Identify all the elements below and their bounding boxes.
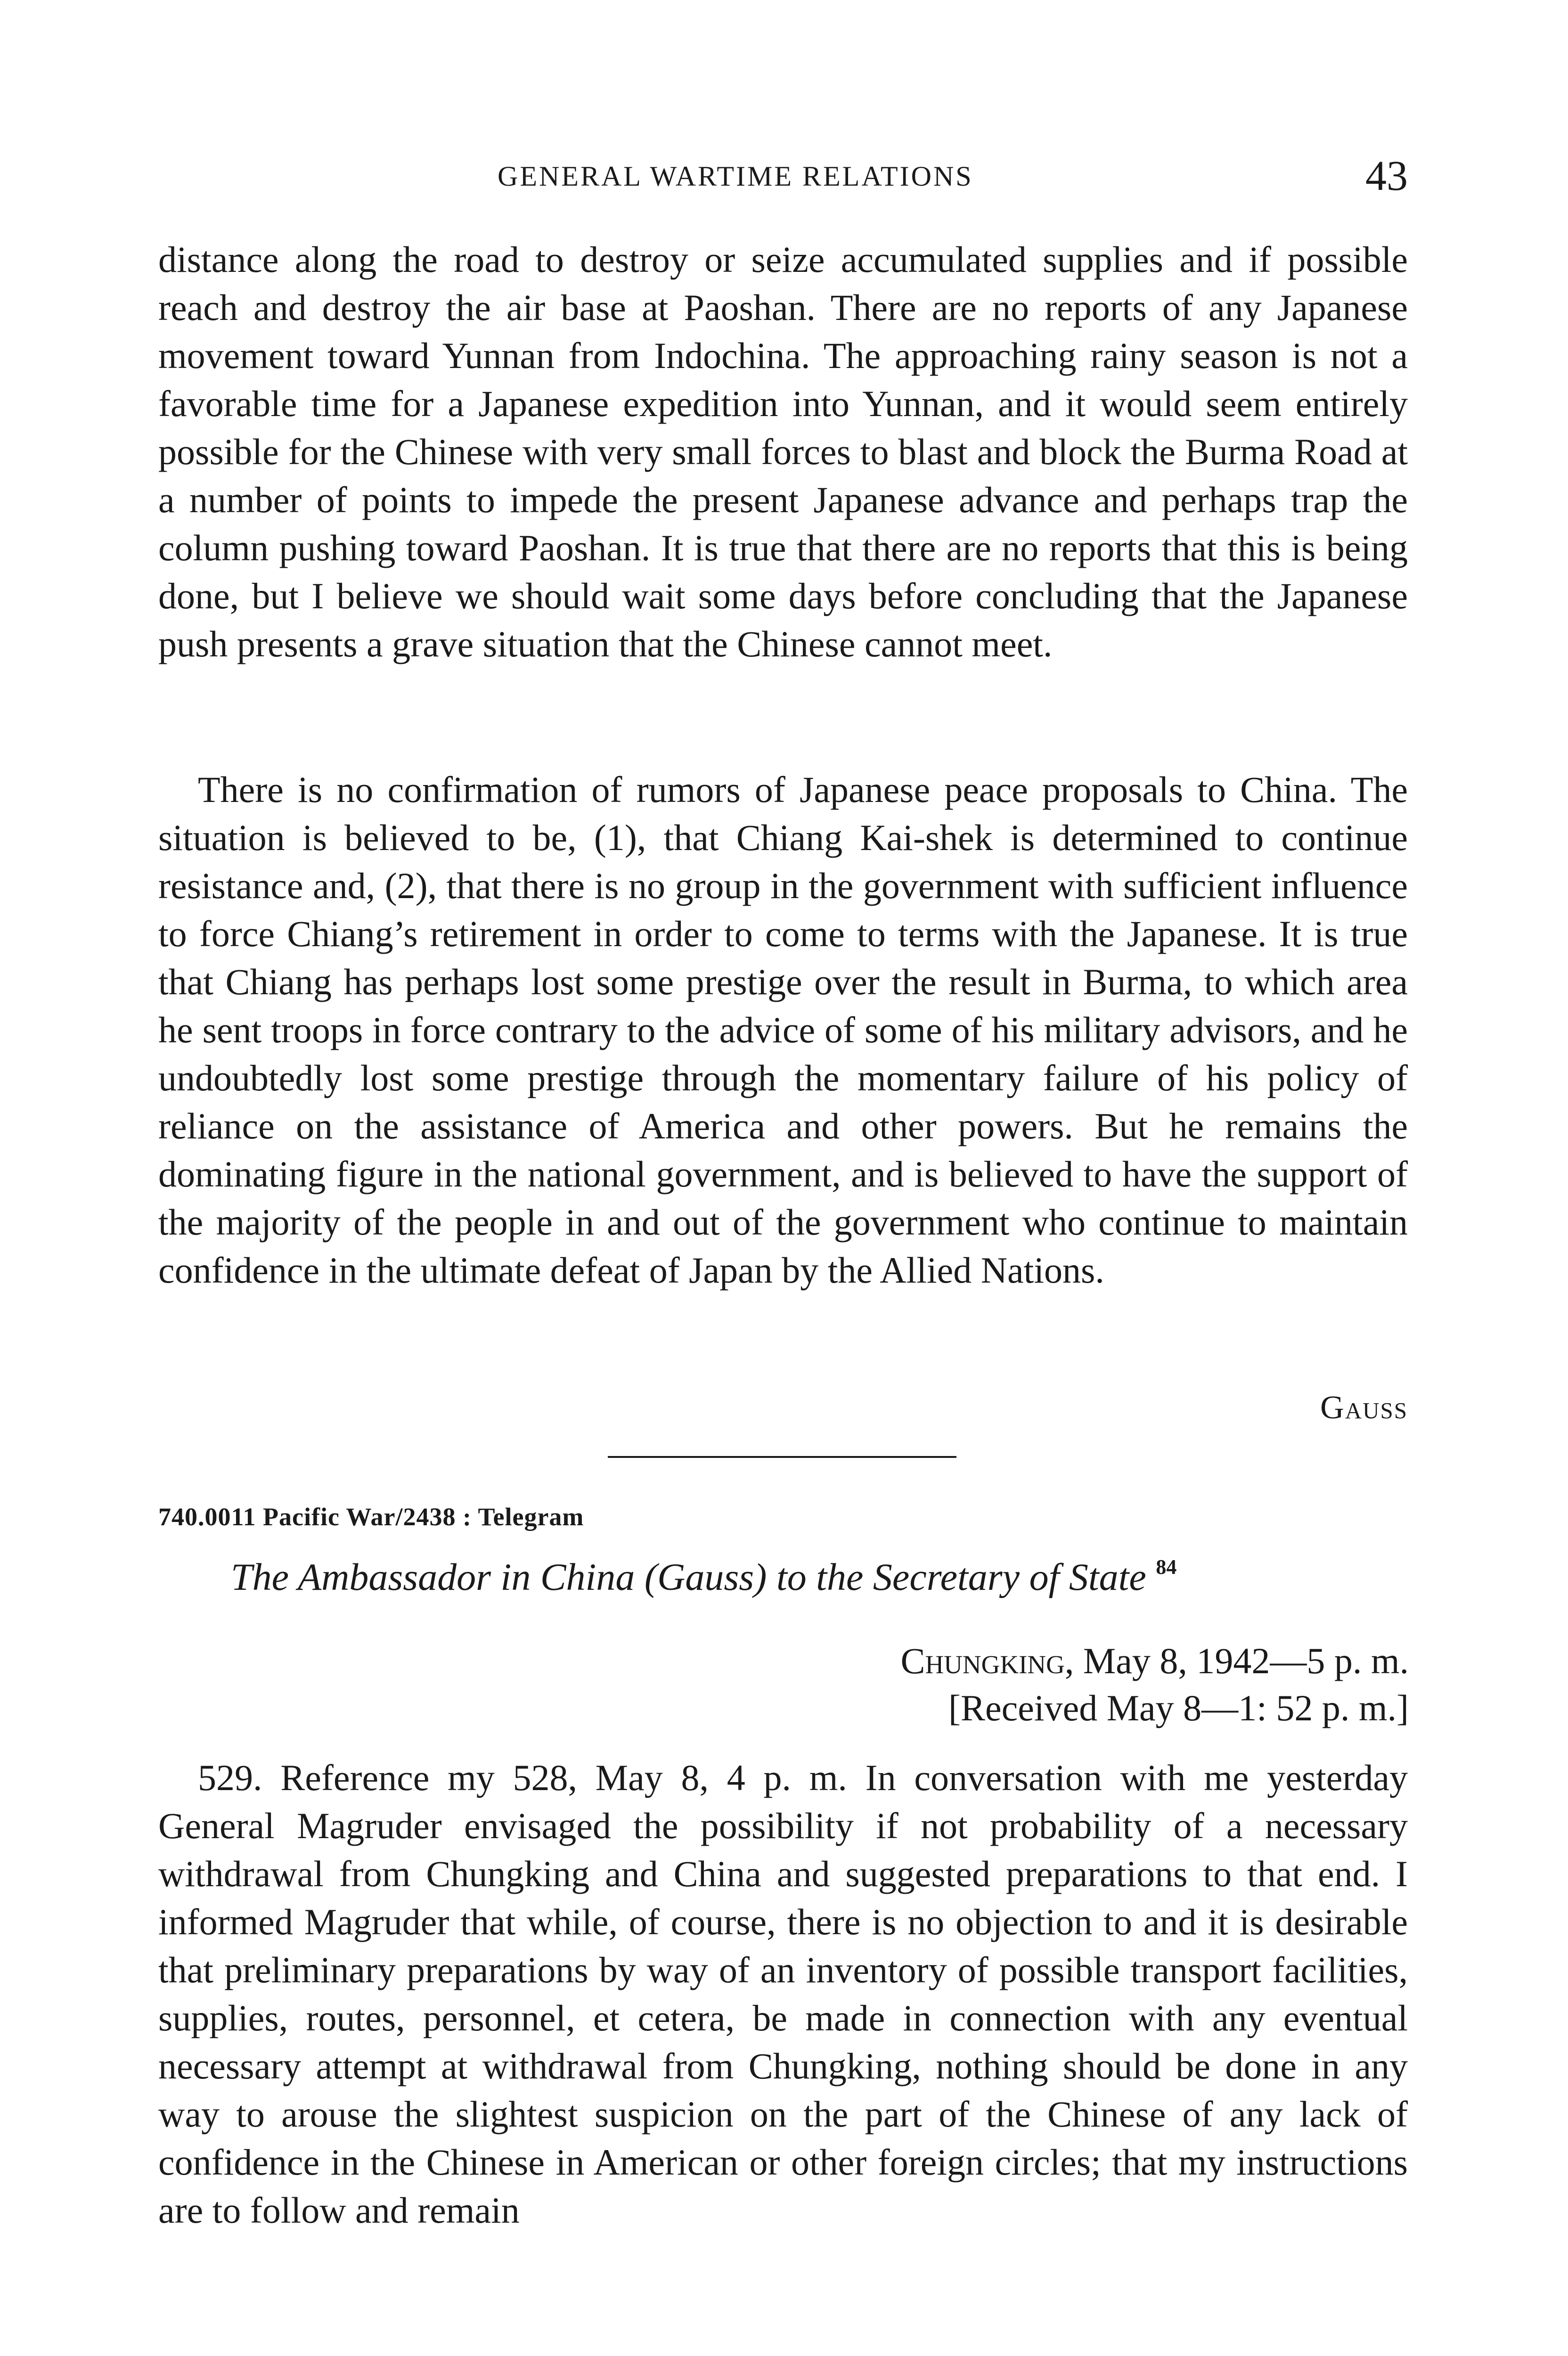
document-heading (231, 1555, 1176, 1599)
signature-gauss: Gauss (1320, 1390, 1408, 1426)
paragraph-text: distance along the road to destroy or seize accumulated supplies and if possible reach and destroy the air base at Paoshan. There are no reports of any Japanese movement toward Yunnan from Indochina. The approaching rainy season is not a favorable time for a Japanese expedition into Yunnan, and it would seem entirely possible for the Chinese with very small forces to blast and block the Burma Road at a number of points to impede the present Japanese advance and perhaps trap the column pushing toward Paoshan. It is true that there are no reports that this is being done, but I believe we should wait some days before concluding that the Japanese push presents a grave situation that the Chinese cannot meet. (158, 239, 1408, 664)
section-divider (608, 1456, 956, 1458)
dateline-place: Chungking, (900, 1640, 1074, 1681)
dateline (900, 1637, 1409, 1732)
heading-text: The Ambassador in China (Gauss) to the Secretary of State (231, 1555, 1146, 1598)
dateline-sent (900, 1637, 1409, 1685)
paragraph-text: 529. Reference my 528, May 8, 4 p. m. In conversation with me yesterday General Magruder envisaged the possibility if not probability of a necessary withdrawal from Chungking and China and suggested preparations to that end. I informed Magruder that while, of course, there is no objection to and it is desirable that preliminary preparations by way of an inventory of possible transport facilities, supplies, routes, personnel, et cetera, be made in connection with any eventual necessary attempt at withdrawal from Chungking, nothing should be done in any way to arouse the slightest suspicion on the part of the Chinese of any lack of confidence in the Chinese in American or other foreign circles; that my instructions are to follow and remain (158, 1757, 1408, 2231)
page-number: 43 (1365, 153, 1408, 199)
paragraph-text: There is no confirmation of rumors of Japanese peace proposals to China. The situation is believed to be, (1), that Chiang Kai-shek is determined to continue resistance and, (2), that there is no group in the government with sufficient influence to force Chiang’s retirement in order to come to terms with the Japanese. It is true that Chiang has perhaps lost some prestige over the result in Burma, to which area he sent troops in force contrary to the advice of some of his military advisors, and he undoubtedly lost some prestige through the momentary failure of his policy of reliance on the assistance of America and other powers. But he remains the dominating figure in the national government, and is believed to have the support of the majority of the people in and out of the government who continue to maintain confidence in the ultimate defeat of Japan by the Allied Nations. (158, 769, 1408, 1291)
file-reference: 740.0011 Pacific War/2438 : Telegram (158, 1503, 584, 1531)
running-title: GENERAL WARTIME RELATIONS (498, 161, 973, 192)
footnote-reference: 84 (1156, 1555, 1177, 1579)
paragraph-chiang-situation (158, 766, 1408, 1294)
paragraph-telegram-529 (158, 1754, 1408, 2234)
dateline-date: May 8, 1942—5 p. m. (1083, 1640, 1409, 1681)
running-head (0, 155, 1568, 207)
dateline-received: [Received May 8—1: 52 p. m.] (948, 1687, 1409, 1728)
paragraph-continuation (158, 236, 1408, 668)
